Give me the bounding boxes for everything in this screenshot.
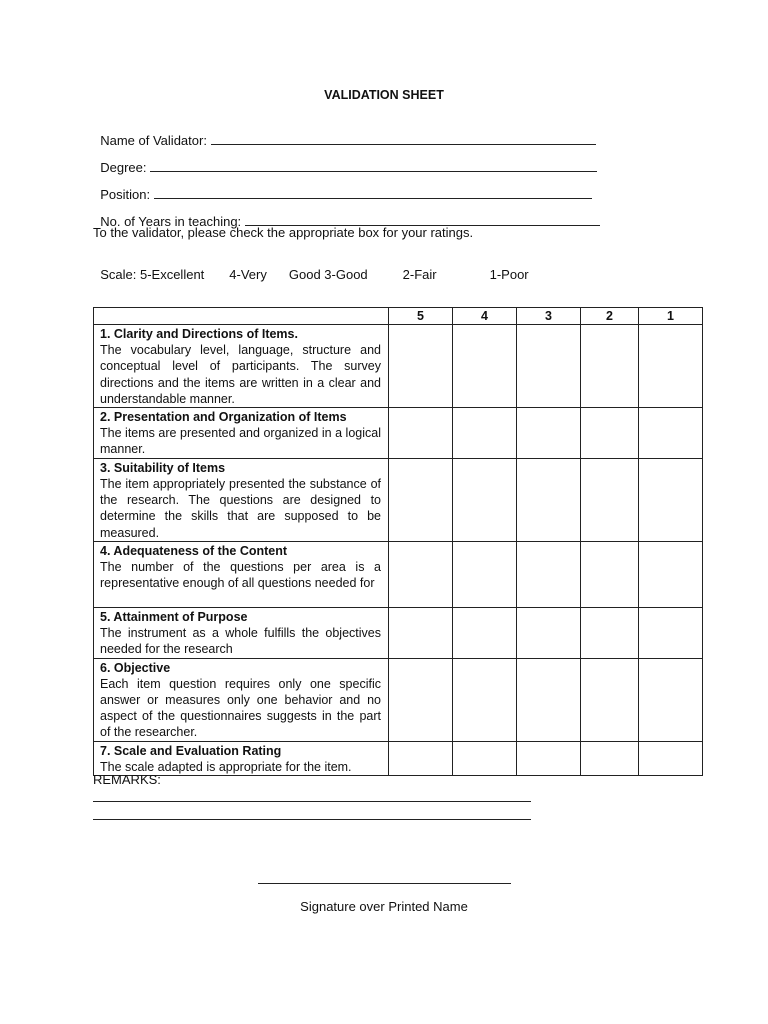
rating-scale xyxy=(93,252,529,282)
rating-checkbox-1[interactable] xyxy=(639,458,703,541)
table-row xyxy=(94,325,703,408)
degree-label: Degree: xyxy=(100,160,151,175)
header-rating-4: 4 xyxy=(453,308,517,325)
table-row xyxy=(94,607,703,658)
rating-checkbox-5[interactable] xyxy=(389,541,453,607)
criterion-cell xyxy=(94,408,389,459)
remarks-line-1[interactable] xyxy=(93,801,531,802)
criterion-title: 5. Attainment of Purpose xyxy=(100,609,248,624)
instruction-text: To the validator, please check the appropriate box for your ratings. xyxy=(93,225,474,240)
criterion-cell xyxy=(94,607,389,658)
rating-checkbox-4[interactable] xyxy=(453,607,517,658)
table-header-row xyxy=(94,308,703,325)
rating-checkbox-2[interactable] xyxy=(581,541,639,607)
rating-checkbox-2[interactable] xyxy=(581,325,639,408)
header-blank-cell xyxy=(94,308,389,325)
rating-checkbox-3[interactable] xyxy=(517,325,581,408)
signature-line[interactable] xyxy=(258,883,511,884)
rating-checkbox-4[interactable] xyxy=(453,408,517,459)
scale-poor: 1-Poor xyxy=(489,267,529,282)
criterion-cell xyxy=(94,541,389,607)
criterion-description: The items are presented and organized in a logical manner. xyxy=(100,426,381,457)
criterion-title: 3. Suitability of Items xyxy=(100,460,226,475)
header-rating-1: 1 xyxy=(639,308,703,325)
rating-checkbox-1[interactable] xyxy=(639,408,703,459)
scale-excellent: Scale: 5-Excellent xyxy=(100,267,205,282)
years-teaching-blank[interactable] xyxy=(245,212,600,226)
criterion-title: 4. Adequateness of the Content xyxy=(100,543,288,558)
rating-checkbox-4[interactable] xyxy=(453,325,517,408)
criterion-cell xyxy=(94,741,389,775)
criterion-title: 7. Scale and Evaluation Rating xyxy=(100,743,282,758)
rating-checkbox-5[interactable] xyxy=(389,741,453,775)
criterion-cell xyxy=(94,658,389,741)
rating-checkbox-4[interactable] xyxy=(453,741,517,775)
rating-checkbox-3[interactable] xyxy=(517,741,581,775)
rating-checkbox-4[interactable] xyxy=(453,658,517,741)
rating-checkbox-5[interactable] xyxy=(389,607,453,658)
rating-checkbox-1[interactable] xyxy=(639,325,703,408)
criterion-cell xyxy=(94,325,389,408)
rating-checkbox-3[interactable] xyxy=(517,458,581,541)
rating-checkbox-5[interactable] xyxy=(389,658,453,741)
rating-checkbox-4[interactable] xyxy=(453,458,517,541)
document-title: VALIDATION SHEET xyxy=(324,88,444,102)
rating-checkbox-1[interactable] xyxy=(639,658,703,741)
rating-checkbox-2[interactable] xyxy=(581,658,639,741)
rating-checkbox-3[interactable] xyxy=(517,658,581,741)
table-row xyxy=(94,658,703,741)
scale-fair: 2-Fair xyxy=(402,267,437,282)
rating-checkbox-3[interactable] xyxy=(517,408,581,459)
validator-name-label: Name of Validator: xyxy=(100,133,211,148)
years-teaching-label: No. of Years in teaching: xyxy=(100,214,245,229)
rating-checkbox-2[interactable] xyxy=(581,408,639,459)
rating-checkbox-3[interactable] xyxy=(517,541,581,607)
position-label: Position: xyxy=(100,187,154,202)
criterion-description: The item appropriately presented the substance of the research. The questions are designed to determine the skills that are supposed to be measured. xyxy=(100,476,381,540)
criterion-title: 1. Clarity and Directions of Items. xyxy=(100,327,298,341)
rating-checkbox-1[interactable] xyxy=(639,607,703,658)
rating-checkbox-5[interactable] xyxy=(389,325,453,408)
table-row xyxy=(94,541,703,607)
scale-good: Good 3-Good xyxy=(288,267,368,282)
table-row xyxy=(94,408,703,459)
header-rating-2: 2 xyxy=(581,308,639,325)
scale-very: 4-Very xyxy=(229,267,267,282)
rating-checkbox-4[interactable] xyxy=(453,541,517,607)
criterion-description: The scale adapted is appropriate for the item. xyxy=(100,759,352,774)
criterion-description: The number of the questions per area is a representative enough of all questions needed for xyxy=(100,559,381,591)
header-rating-5: 5 xyxy=(389,308,453,325)
criterion-cell xyxy=(94,458,389,541)
criterion-title: 6. Objective xyxy=(100,660,171,675)
rating-checkbox-2[interactable] xyxy=(581,607,639,658)
table-row xyxy=(94,458,703,541)
rating-checkbox-5[interactable] xyxy=(389,408,453,459)
header-rating-3: 3 xyxy=(517,308,581,325)
rating-checkbox-5[interactable] xyxy=(389,458,453,541)
rating-checkbox-3[interactable] xyxy=(517,607,581,658)
table-row xyxy=(94,741,703,775)
criterion-description: The instrument as a whole fulfills the objectives needed for the research xyxy=(100,625,381,657)
criterion-description: Each item question requires only one specific answer or measures only one behavior and no aspect of the questionnaires suggests in the part of the researcher. xyxy=(100,676,381,740)
criterion-description: The vocabulary level, language, structure and conceptual level of participants. The survey directions and the items are written in a clear and understandable manner. xyxy=(100,343,381,406)
rating-checkbox-1[interactable] xyxy=(639,541,703,607)
remarks-line-2[interactable] xyxy=(93,819,531,820)
rating-checkbox-2[interactable] xyxy=(581,741,639,775)
remarks-label: REMARKS: xyxy=(93,772,161,787)
rating-checkbox-2[interactable] xyxy=(581,458,639,541)
signature-label: Signature over Printed Name xyxy=(300,899,468,914)
rating-checkbox-1[interactable] xyxy=(639,741,703,775)
rating-table xyxy=(93,307,703,776)
criterion-title: 2. Presentation and Organization of Items xyxy=(100,410,347,425)
